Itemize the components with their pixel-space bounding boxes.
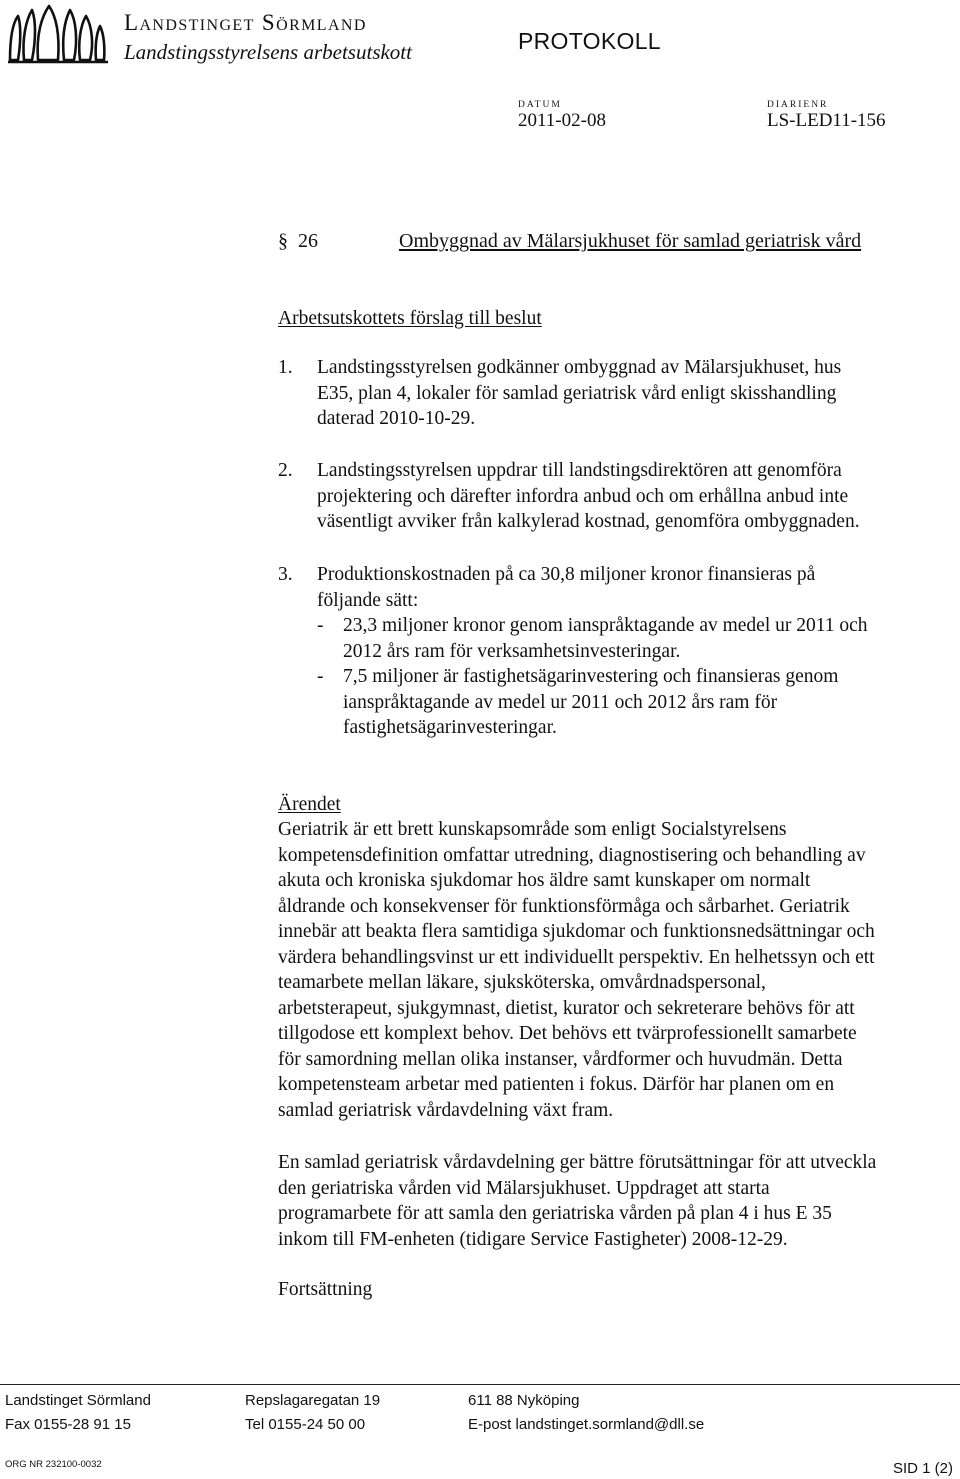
proposal-item-1 (317, 355, 841, 432)
text-line: inkom till FM-enheten (tidigare Service Fastigheter) 2008-12-29. (278, 1228, 788, 1250)
footer-divider (0, 1384, 960, 1385)
text-line: 23,3 miljoner kronor genom ianspråktagande av medel ur 2011 och (343, 615, 868, 636)
matter-paragraph-1 (278, 817, 875, 1123)
proposal-item-3 (317, 562, 815, 613)
footer-street-address: Repslagaregatan 19 (245, 1392, 381, 1409)
text-line: samlad geriatrisk vårdavdelning växt fram. (278, 1099, 614, 1121)
text-line: kompetensteam arbetar med patienten i fokus. Därför har planen om en (278, 1074, 835, 1095)
proposal-item-2 (317, 458, 860, 535)
text-line: innebär att beakta flera samtidiga sjukdomar och funktionsnedsättningar och (278, 921, 875, 942)
text-line: En samlad geriatrisk vårdavdelning ger bättre förutsättningar för att utveckla (278, 1152, 877, 1173)
text-line: akuta och kroniska sjukdomar hos äldre samt kunskaper om normalt (278, 870, 811, 891)
text-line: värdera behandlingsvinst ur ett individuellt perspektiv. En helhetssyn och ett (278, 946, 875, 968)
footer-postal-address: 611 88 Nyköping (468, 1392, 580, 1409)
text-line: arbetsterapeut, sjukgymnast, dietist, kurator och sekreterare behövs för att (278, 997, 855, 1019)
text-line: den geriatriska vården vid Mälarsjukhuset. Uppdraget att starta (278, 1177, 770, 1199)
date-value: 2011-02-08 (518, 110, 606, 131)
text-line: Geriatrik är ett brett kunskapsområde som enligt Socialstyrelsens (278, 819, 787, 840)
text-line: väsentligt avviker från kalkylerad kostnad, genomföra ombyggnaden. (317, 511, 860, 532)
sub-item-dash: - (317, 666, 324, 687)
text-line: Produktionskostnaden på ca 30,8 miljoner kronor finansieras på (317, 564, 816, 585)
text-line: 7,5 miljoner är fastighetsägarinvestering och finansieras genom (343, 666, 839, 687)
text-line: projektering och därefter infordra anbud och om erhållna anbud inte (317, 485, 849, 507)
matter-paragraph-2 (278, 1150, 876, 1252)
text-line: E35, plan 4, lokaler för samlad geriatrisk vård enligt skisshandling (317, 382, 837, 404)
text-line: fastighetsägarinvesteringar. (343, 717, 557, 738)
text-line: daterad 2010-10-29. (317, 408, 476, 429)
footer-organization: Landstinget Sörmland (5, 1392, 151, 1409)
organization-name: Landstinget Sörmland (124, 10, 367, 35)
text-line: för samordning mellan olika instanser, vårdformer och huvudmän. Detta (278, 1048, 843, 1070)
text-line: Landstingsstyrelsen uppdrar till landstingsdirektören att genomföra (317, 460, 842, 481)
text-line: programarbete för att samla den geriatriska vården på plan 4 i hus E 35 (278, 1203, 832, 1224)
proposal-item-number: 1. (278, 357, 293, 378)
footer-email: E-post landstinget.sormland@dll.se (468, 1416, 705, 1433)
item-number: 26 (298, 230, 318, 252)
text-line: ianspråktagande av medel ur 2011 och 2012 års ram för (343, 691, 778, 713)
proposal-item-number: 3. (278, 564, 293, 585)
registry-number-value: LS-LED11-156 (767, 110, 886, 131)
text-line: 2012 års ram för verksamhetsinvesteringar. (343, 640, 681, 662)
text-line: tillgodose ett komplext behov. Det behövs ett tvärprofessionellt samarbete (278, 1023, 857, 1044)
footer-org-number: ORG NR 232100-0032 (5, 1459, 102, 1470)
page-number: SID 1 (2) (893, 1460, 954, 1477)
document-type: PROTOKOLL (518, 28, 661, 54)
date-label: DATUM (518, 100, 562, 110)
item-title: Ombyggnad av Mälarsjukhuset för samlad geriatrisk vård (399, 230, 862, 252)
footer-fax: Fax 0155-28 91 15 (5, 1416, 131, 1433)
financing-item-1 (343, 613, 868, 664)
text-line: Landstingsstyrelsen godkänner ombyggnad av Mälarsjukhuset, hus (317, 357, 842, 378)
item-section-mark: § (278, 230, 288, 252)
committee-name: Landstingsstyrelsens arbetsutskott (124, 40, 412, 64)
continuation-note: Fortsättning (278, 1279, 373, 1300)
sub-item-dash: - (317, 615, 324, 636)
text-line: åldrande och konsekvenser för funktionsförmåga och sårbarhet. Geriatrik (278, 895, 850, 917)
text-line: kompetensdefinition omfattar utredning, diagnostisering och behandling av (278, 844, 866, 866)
proposal-item-number: 2. (278, 460, 293, 481)
flower-emblem-icon (4, 4, 114, 66)
matter-heading: Ärendet (278, 794, 341, 815)
registry-number-label: DIARIENR (767, 100, 829, 110)
text-line: teamarbete mellan läkare, sjuksköterska, omvårdnadspersonal, (278, 972, 766, 993)
footer-phone: Tel 0155-24 50 00 (245, 1416, 366, 1433)
text-line: följande sätt: (317, 589, 419, 611)
financing-item-2 (343, 664, 838, 741)
proposal-heading: Arbetsutskottets förslag till beslut (278, 308, 542, 329)
landstinget-logo (4, 4, 114, 66)
